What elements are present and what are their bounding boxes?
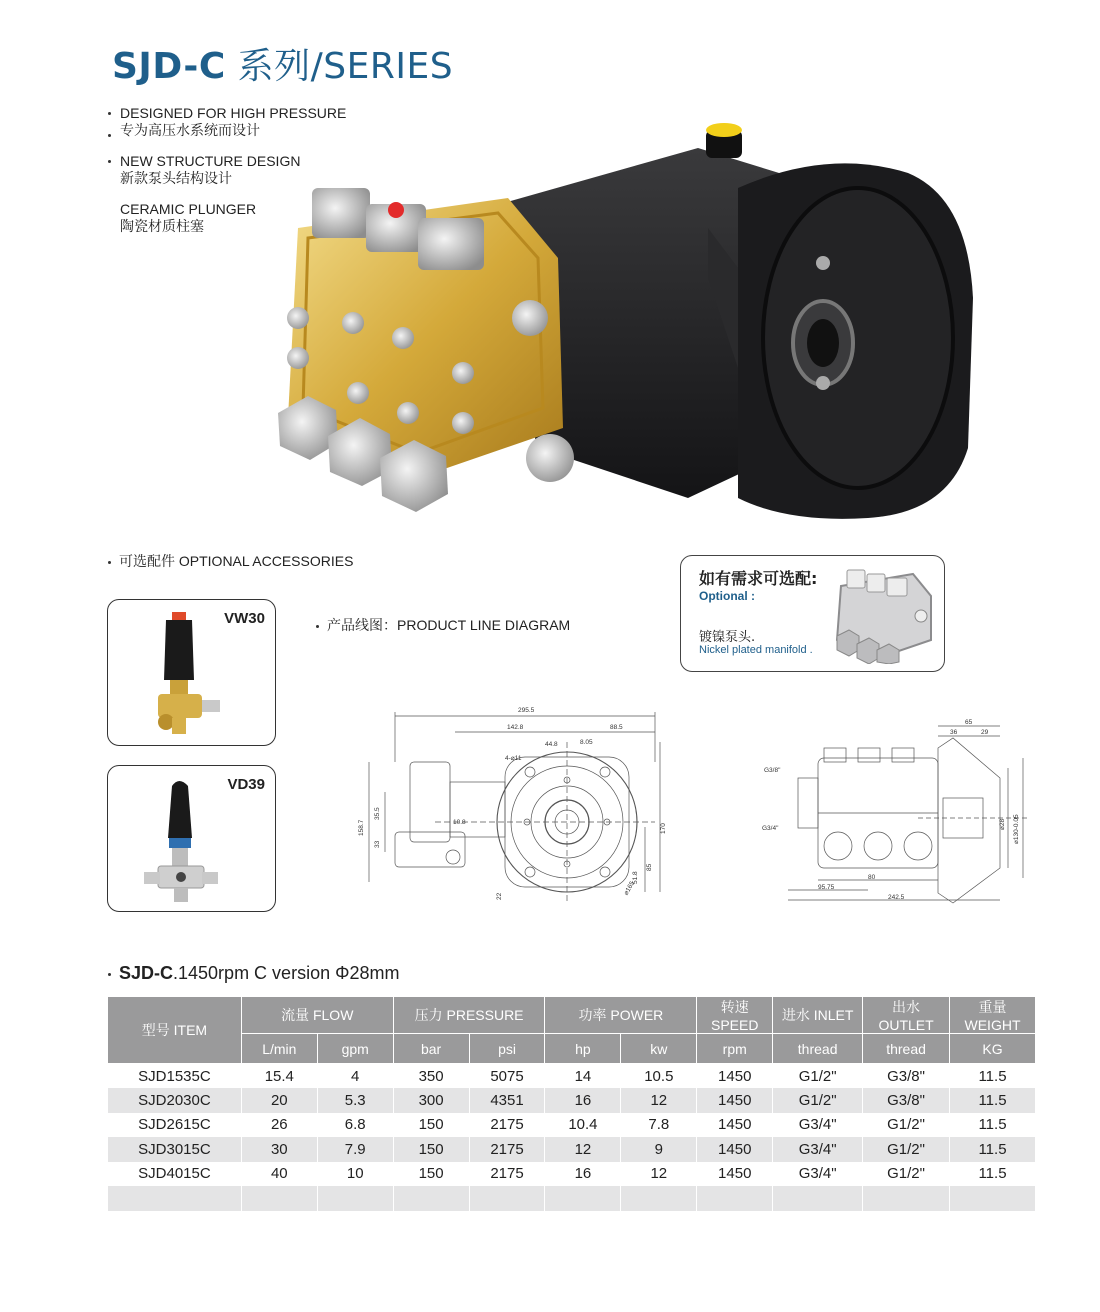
dim-label: 36 — [950, 729, 958, 736]
table-cell: 14 — [545, 1064, 621, 1089]
model-cell: SJD1535C — [108, 1064, 242, 1089]
dim-label: 22 — [496, 892, 503, 900]
table-row — [108, 1186, 1036, 1211]
front-view-diagram — [355, 702, 675, 912]
table-cell: 26 — [241, 1113, 317, 1138]
spec-table-title: SJD-C.1450rpm C version Φ28mm — [108, 963, 399, 984]
table-cell: 1450 — [697, 1162, 773, 1187]
dim-label: ⌀130-0.05 — [1013, 814, 1020, 844]
option-desc-cn: 镀镍泵头. — [699, 630, 756, 645]
nickel-manifold-icon — [833, 566, 938, 664]
table-cell: 150 — [393, 1162, 469, 1187]
feature-item: DESIGNED FOR HIGH PRESSURE 专为高压水系统而设计 — [108, 104, 408, 140]
table-cell — [545, 1186, 621, 1211]
header-flow: 流量 FLOW — [241, 997, 393, 1034]
table-cell: 1450 — [697, 1137, 773, 1162]
table-cell: 11.5 — [950, 1088, 1036, 1113]
nickel-option-card — [680, 555, 945, 672]
unloader-valve-icon — [136, 776, 236, 906]
table-cell: 10 — [317, 1162, 393, 1187]
table-cell: 12 — [621, 1162, 697, 1187]
table-cell — [773, 1186, 863, 1211]
table-row — [108, 1113, 1036, 1138]
table-cell: G1/2" — [773, 1064, 863, 1089]
accessory-name: VD39 — [227, 776, 265, 793]
table-cell: G1/2" — [863, 1113, 950, 1138]
unit-header: psi — [469, 1034, 545, 1064]
model-cell — [108, 1186, 242, 1211]
table-cell: 150 — [393, 1137, 469, 1162]
dim-label: 80 — [868, 874, 876, 881]
table-cell: 11.5 — [950, 1064, 1036, 1089]
table-row — [108, 1064, 1036, 1089]
table-cell: 4 — [317, 1064, 393, 1089]
model-cell: SJD2030C — [108, 1088, 242, 1113]
dim-label: 44.8 — [545, 741, 558, 748]
header-inlet: 进水 INLET — [773, 997, 863, 1034]
table-cell: 11.5 — [950, 1137, 1036, 1162]
optional-accessories-label: 可选配件 OPTIONAL ACCESSORIES — [108, 551, 353, 571]
table-cell: 12 — [545, 1137, 621, 1162]
dim-label: 242.5 — [888, 894, 905, 901]
header-speed: 转速 SPEED — [697, 997, 773, 1034]
dim-label: 33 — [374, 840, 381, 848]
table-cell: 6.8 — [317, 1113, 393, 1138]
table-cell: 1450 — [697, 1088, 773, 1113]
table-cell: 7.8 — [621, 1113, 697, 1138]
table-cell: 2175 — [469, 1113, 545, 1138]
table-cell: 30 — [241, 1137, 317, 1162]
table-cell: 11.5 — [950, 1113, 1036, 1138]
pump-product-image — [268, 118, 988, 528]
option-title-cn: 如有需求可选配: — [699, 569, 818, 588]
table-cell: 150 — [393, 1113, 469, 1138]
table-cell: 2175 — [469, 1137, 545, 1162]
dim-label: 4-⌀11 — [505, 755, 522, 762]
option-desc-en: Nickel plated manifold . — [699, 644, 813, 656]
header-item: 型号 ITEM — [108, 997, 242, 1064]
header-outlet: 出水 OUTLET — [863, 997, 950, 1034]
unit-header: thread — [773, 1034, 863, 1064]
unit-header: rpm — [697, 1034, 773, 1064]
table-cell: 1450 — [697, 1113, 773, 1138]
dim-label: 295.5 — [518, 707, 535, 714]
table-cell: 10.4 — [545, 1113, 621, 1138]
table-cell: 12 — [621, 1088, 697, 1113]
dim-label: 10.8 — [453, 819, 466, 826]
table-row — [108, 1162, 1036, 1187]
table-cell: 20 — [241, 1088, 317, 1113]
table-cell: G1/2" — [773, 1088, 863, 1113]
table-cell: 4351 — [469, 1088, 545, 1113]
feature-item: CERAMIC PLUNGER 陶瓷材质柱塞 — [120, 201, 257, 235]
table-cell: G3/4" — [773, 1113, 863, 1138]
model-cell: SJD3015C — [108, 1137, 242, 1162]
option-title-en: Optional : — [699, 589, 755, 603]
header-power: 功率 POWER — [545, 997, 697, 1034]
table-cell — [621, 1186, 697, 1211]
table-cell: G3/8" — [863, 1088, 950, 1113]
table-cell: 16 — [545, 1162, 621, 1187]
table-cell: G1/2" — [863, 1162, 950, 1187]
table-cell: 7.9 — [317, 1137, 393, 1162]
accessory-card-vw30 — [107, 599, 276, 746]
dim-label: 170 — [660, 823, 667, 834]
table-cell: G3/8" — [863, 1064, 950, 1089]
pump-icon — [268, 118, 988, 528]
table-cell: G3/4" — [773, 1137, 863, 1162]
table-cell: 15.4 — [241, 1064, 317, 1089]
table-cell: 5.3 — [317, 1088, 393, 1113]
table-cell: 9 — [621, 1137, 697, 1162]
table-cell — [863, 1186, 950, 1211]
accessory-card-vd39 — [107, 765, 276, 912]
dim-label: 142.8 — [507, 724, 524, 731]
dim-label: 8.05 — [580, 739, 593, 746]
accessory-name: VW30 — [224, 610, 265, 627]
table-cell: G3/4" — [773, 1162, 863, 1187]
dim-label: 51.8 — [632, 871, 639, 884]
page-title: SJD-C 系列/SERIES — [112, 46, 454, 87]
product-line-label: 产品线图：PRODUCT LINE DIAGRAM — [316, 615, 570, 635]
spec-table — [107, 996, 1036, 1211]
table-cell — [393, 1186, 469, 1211]
feature-item: NEW STRUCTURE DESIGN 新款泵头结构设计 — [108, 152, 408, 188]
table-cell: 1450 — [697, 1064, 773, 1089]
unit-header: gpm — [317, 1034, 393, 1064]
dim-label: G3/8" — [764, 767, 781, 774]
dim-label: 85 — [646, 863, 653, 871]
unit-header: KG — [950, 1034, 1036, 1064]
unit-header: bar — [393, 1034, 469, 1064]
unit-header: hp — [545, 1034, 621, 1064]
table-cell — [469, 1186, 545, 1211]
table-cell: 2175 — [469, 1162, 545, 1187]
unit-header: kw — [621, 1034, 697, 1064]
dim-label: 95.75 — [818, 884, 835, 891]
table-cell: 350 — [393, 1064, 469, 1089]
table-cell: 5075 — [469, 1064, 545, 1089]
table-row — [108, 1088, 1036, 1113]
dim-label: 65 — [965, 719, 973, 726]
dim-label: 29 — [981, 729, 989, 736]
table-cell — [697, 1186, 773, 1211]
unloader-valve-icon — [136, 610, 236, 740]
model-cell: SJD4015C — [108, 1162, 242, 1187]
header-weight: 重量 WEIGHT — [950, 997, 1036, 1034]
dim-label: 88.5 — [610, 724, 623, 731]
dim-label: 158.7 — [358, 819, 365, 836]
dim-label: ⌀28 — [999, 818, 1006, 830]
dim-label: 35.5 — [374, 807, 381, 820]
table-cell: 40 — [241, 1162, 317, 1187]
table-cell: G1/2" — [863, 1137, 950, 1162]
table-cell: 16 — [545, 1088, 621, 1113]
table-cell — [317, 1186, 393, 1211]
table-cell: 11.5 — [950, 1162, 1036, 1187]
header-pressure: 压力 PRESSURE — [393, 997, 545, 1034]
unit-header: L/min — [241, 1034, 317, 1064]
side-view-diagram — [738, 718, 1038, 908]
unit-header: thread — [863, 1034, 950, 1064]
table-cell — [950, 1186, 1036, 1211]
table-row — [108, 1137, 1036, 1162]
table-cell — [241, 1186, 317, 1211]
dim-label: G3/4" — [762, 825, 779, 832]
dim-label: ⌀165 — [622, 880, 637, 897]
table-cell: 300 — [393, 1088, 469, 1113]
table-cell: 10.5 — [621, 1064, 697, 1089]
model-cell: SJD2615C — [108, 1113, 242, 1138]
